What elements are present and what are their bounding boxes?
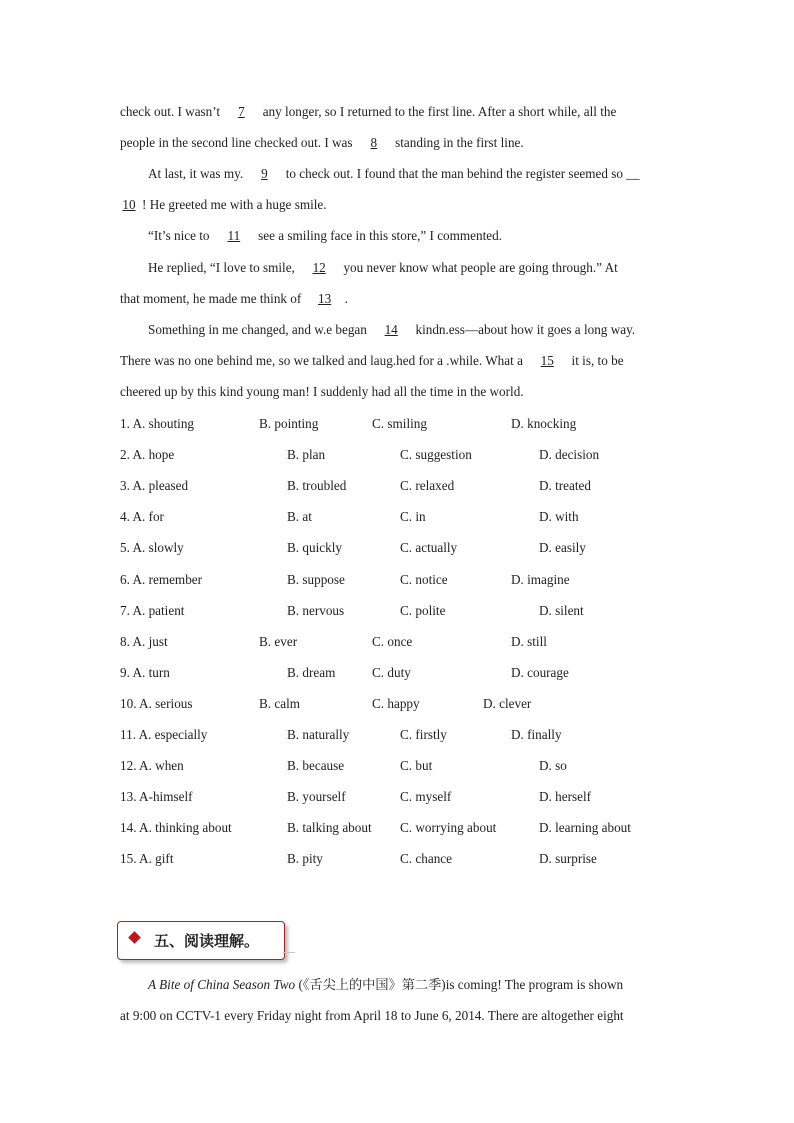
- option-choice: D. so: [539, 758, 567, 774]
- option-choice: C. worrying about: [400, 820, 497, 836]
- option-row: [120, 446, 680, 464]
- option-choice: C. relaxed: [400, 478, 455, 494]
- section-title: 五、阅读理解。: [154, 932, 260, 950]
- section-header: [117, 921, 285, 960]
- blank-15: 15: [540, 353, 554, 368]
- option-choice: B. plan: [287, 447, 326, 463]
- blank-12: 12: [312, 260, 326, 275]
- option-choice: D. silent: [539, 602, 584, 618]
- option-choice: B. ever: [259, 633, 298, 649]
- option-choice: D. still: [511, 633, 547, 649]
- option-choice: B. pity: [287, 851, 323, 867]
- option-choice: B. troubled: [287, 478, 347, 494]
- option-choice: 10. A. serious: [120, 695, 193, 711]
- passage-line: cheered up by this kind young man! I suddenly had all the time in the world.: [120, 384, 524, 399]
- option-choice: D. finally: [511, 727, 562, 742]
- passage-line: At last, it was my. 9 to check out. I found that the man behind the register seemed so __: [148, 166, 640, 181]
- option-choice: 9. A. turn: [120, 664, 170, 680]
- blank-11: 11: [227, 228, 241, 243]
- option-row: [120, 757, 680, 775]
- option-row: [120, 633, 680, 651]
- option-choice: 14. A. thinking about: [120, 820, 232, 836]
- option-choice: C. duty: [372, 664, 411, 680]
- passage-line: that moment, he made me think of 13 .: [120, 291, 348, 306]
- option-choice: B. dream: [287, 664, 336, 680]
- option-choice: 12. A. when: [120, 758, 184, 774]
- option-choice: D. clever: [483, 695, 532, 711]
- option-row: [120, 850, 680, 868]
- option-choice: C. polite: [400, 602, 446, 618]
- option-choice: 13. A-himself: [120, 789, 193, 805]
- option-row: [120, 726, 680, 744]
- option-row: [120, 788, 680, 806]
- option-choice: D. easily: [539, 540, 586, 556]
- option-choice: C. but: [400, 758, 433, 774]
- option-choice: 2. A. hope: [120, 447, 175, 463]
- option-row: [120, 415, 680, 433]
- program-title: A Bite of China Season Two: [148, 977, 296, 992]
- option-choice: 5. A. slowly: [120, 540, 184, 556]
- option-choice: B. nervous: [287, 602, 345, 618]
- option-choice: B. yourself: [287, 789, 346, 805]
- option-choice: B. naturally: [287, 727, 350, 742]
- option-choice: C. notice: [400, 571, 448, 587]
- option-choice: D. surprise: [539, 851, 597, 867]
- passage-line: people in the second line checked out. I was 8 standing in the first line.: [120, 135, 524, 150]
- passage-line: He replied, “I love to smile, 12 you never know what people are going through.” At: [148, 260, 618, 275]
- blank-9: 9: [261, 166, 268, 181]
- option-choice: B. at: [287, 509, 312, 525]
- blank-13: 13: [318, 291, 332, 306]
- option-row: [120, 571, 680, 589]
- option-choice: B. pointing: [259, 416, 319, 431]
- option-choice: B. quickly: [287, 540, 342, 556]
- option-choice: D. treated: [539, 478, 591, 494]
- passage-line: 10 ! He greeted me with a huge smile.: [120, 196, 327, 214]
- option-row: [120, 539, 680, 557]
- option-choice: 3. A. pleased: [120, 478, 189, 494]
- passage-line: check out. I wasn’t 7 any longer, so I returned to the first line. After a short while, all the: [120, 104, 617, 119]
- option-row: [120, 477, 680, 495]
- passage-line: Something in me changed, and w.e began 14 kindn.ess—about how it goes a long way.: [148, 322, 636, 337]
- option-choice: D. courage: [511, 664, 569, 680]
- option-choice: C. firstly: [400, 727, 447, 742]
- section-divider: [283, 952, 295, 953]
- diamond-bullet-icon: [128, 931, 141, 944]
- option-choice: B. suppose: [287, 571, 345, 587]
- option-choice: D. with: [539, 509, 579, 525]
- option-row: [120, 664, 680, 682]
- option-choice: D. decision: [539, 447, 600, 463]
- option-choice: 4. A. for: [120, 509, 164, 525]
- option-choice: 6. A. remember: [120, 571, 203, 587]
- option-choice: C. chance: [400, 851, 452, 867]
- reading-line: A Bite of China Season Two (《舌尖上的中国》第二季)is coming! The program is shown: [148, 977, 624, 992]
- blank-10: 10: [122, 197, 136, 212]
- option-row: [120, 602, 680, 620]
- option-choice: C. suggestion: [400, 447, 472, 463]
- blank-7: 7: [238, 104, 245, 119]
- reading-line: at 9:00 on CCTV-1 every Friday night from April 18 to June 6, 2014. There are altogether eight: [120, 1008, 624, 1023]
- option-choice: B. because: [287, 758, 345, 774]
- option-row: [120, 508, 680, 526]
- option-choice: C. happy: [372, 695, 420, 711]
- option-choice: 15. A. gift: [120, 851, 174, 867]
- passage-line: “It’s nice to 11 see a smiling face in this store,” I commented.: [148, 228, 503, 243]
- option-choice: D. imagine: [511, 571, 570, 587]
- option-choice: D. learning about: [539, 820, 631, 836]
- blank-8: 8: [370, 135, 378, 150]
- option-choice: C. actually: [400, 540, 458, 556]
- option-choice: 8. A. just: [120, 633, 168, 649]
- option-choice: C. smiling: [372, 416, 427, 431]
- option-choice: 11. A. especially: [120, 727, 208, 742]
- option-choice: B. talking about: [287, 820, 372, 836]
- passage-line: There was no one behind me, so we talked and laug.hed for a .while. What a 15 it is, to be: [120, 353, 624, 368]
- option-choice: D. herself: [539, 789, 591, 805]
- option-row: [120, 819, 680, 837]
- option-choice: 1. A. shouting: [120, 416, 195, 431]
- option-row: [120, 695, 680, 713]
- option-choice: 7. A. patient: [120, 602, 185, 618]
- option-choice: C. in: [400, 509, 426, 525]
- option-choice: C. once: [372, 633, 413, 649]
- option-choice: D. knocking: [511, 416, 577, 431]
- option-choice: C. myself: [400, 789, 452, 805]
- option-choice: B. calm: [259, 695, 301, 711]
- blank-14: 14: [384, 322, 398, 337]
